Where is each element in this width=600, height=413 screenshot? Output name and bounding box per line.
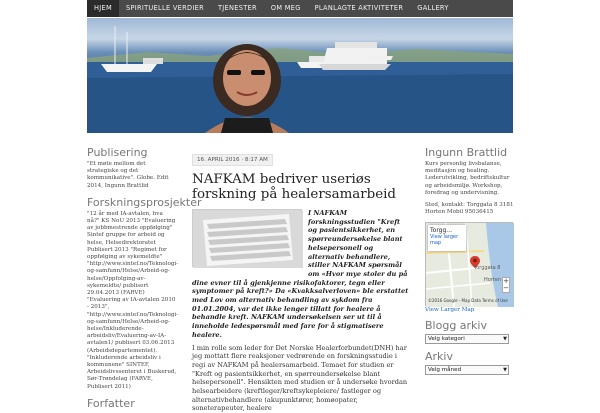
post-date: 16. APRIL 2016 · 8:17 AM	[192, 154, 273, 166]
nav-item-tjenester[interactable]: TJENESTER	[217, 4, 257, 12]
map-info-card	[428, 225, 466, 251]
left-sidebar	[87, 146, 202, 410]
header-photo	[87, 18, 513, 133]
arkiv-title: Arkiv	[425, 350, 453, 364]
post-paragraph: I min rolle som leder for Det Norske Healerforbundet(DNH) har jeg mottatt flere reaksjoner vedrørende en forskningsstudie i regi av NAFKAM på healersamarbeid. Temaet for studien er "Kreft og pasientsikkerhet, en spørreundersøkelse blant helsepersonell". Hensikten med studien er å undersøke hvordan helsearbeidere (kreftleger/kreftsykepleiere/ fastleger og alternativbehandlere (akupunktører, homøopater, soneterapeuter, healere	[192, 343, 408, 413]
map-view-larger-link[interactable]: View larger map	[430, 234, 459, 247]
top-nav	[87, 0, 513, 17]
month-select-value: Velg måned	[428, 367, 462, 374]
chevron-down-icon: ▼	[503, 367, 507, 374]
post-title[interactable]: NAFKAM bedriver useriøs forskning på healersamarbeid	[192, 172, 397, 202]
publisering-text: "Et møte mellom det strategiske og det kommunikative". Globe. Edit 2014, Ingunn Brattlid	[87, 161, 169, 189]
stacked-papers-image	[193, 210, 303, 268]
map-zoom-control[interactable]: + −	[503, 277, 509, 293]
category-select-value: Velg kategori	[428, 336, 465, 343]
main-content	[192, 146, 410, 413]
header-photo-art	[87, 18, 513, 133]
forskning-text: "12 år med IA-avtalen, hva nå?" KS NoU 2013 "Evaluering av jobbmestrende oppfølging" Sintef gruppe for arbeid og helse, Helsedirektoratet Publisert 2013 "Regimet for oppfølging av sykemeldte" "http://www.sintef.no/Teknologi-og-samfunn/Helse/Arbeid-og-helse/Oppfolging-av-sykemeldte/ publisert 29.04.2013 (FARVE) "Evaluering av IA-avtalen 2010 - 2013", "http://www.sintef.no/Teknologi-og-samfunn/Helse/Arbeid-og-helse/Inkluderende-arbeidsliv/Evaluering-av-IA-avtalen1/ publisert 03.06.2013 (Arbeidsdepartementet). "Inkluderende arbeidsliv i kommunene" SINTEF, Arbeidslivssenteret i Buskerud, Sør-Trøndelag (FARVE, Publisert 2011)	[87, 210, 179, 390]
nav-item-hjem[interactable]: HJEM	[87, 0, 119, 17]
map-place-name: Torgg...	[430, 227, 453, 235]
forskning-title: Forskningsprosjekter	[87, 195, 202, 209]
nav-item-om-meg[interactable]: OM MEG	[270, 4, 301, 12]
map-pin-label: Torggata 8	[474, 265, 501, 272]
view-larger-map-link[interactable]: View Larger Map	[425, 307, 475, 314]
about-text: Kurs personlig livsbalanse, meditasjon og healing. Lederutvikling, bedriftskultur og arbeidsmiljø. Workshop, foredrag og undervisning.	[425, 161, 510, 196]
about-title: Ingunn Brattlid	[425, 146, 508, 159]
category-select[interactable]	[425, 334, 509, 344]
blogg-arkiv-title: Blogg arkiv	[425, 319, 487, 333]
map-footer: ©2016 Google - Map Data Terms of Use	[428, 298, 508, 304]
map-city-label: Horten	[484, 277, 502, 284]
post-intro: I NAFKAM forskningsstudien "Kreft og pasientsikkerhet, en spørreundersøkelse blant helsepersonell og alternativ behandlere, stiller NAFKAM spørsmål om «Hvor mye stoler du på dine evner til å gjenkjenne risikofaktorer, tegn eller symptomer på kreft?» Da «Kvakksalverloven» ble erstattet med Lov om alternativ behandling av sykdom fra 01.01.2004, var det ikke lenger tillatt for healere å behandle kreft. NAFKAM undersøkelsen ser ut til å inneholde ledespørsmål med fare for å stigmatisere healere.	[192, 209, 409, 339]
post-image	[192, 209, 302, 267]
right-sidebar	[425, 146, 517, 375]
nav-item-planlagte-aktiviteter[interactable]: PLANLAGTE AKTIVITETER	[314, 4, 404, 12]
nav-item-spirituelle-verdier[interactable]: SPIRITUELLE VERDIER	[125, 4, 204, 12]
post-body	[192, 209, 410, 413]
month-select[interactable]	[425, 365, 509, 375]
chevron-down-icon: ▼	[503, 336, 507, 343]
contact-text: Sted, kontakt: Torggata 8 3181 Horten Mobil 95036415	[425, 202, 514, 216]
google-map[interactable]	[425, 222, 513, 306]
forfatter-title: Forfatter	[87, 396, 135, 410]
publisering-title: Publisering	[87, 146, 148, 159]
nav-item-gallery[interactable]: GALLERY	[417, 4, 449, 12]
